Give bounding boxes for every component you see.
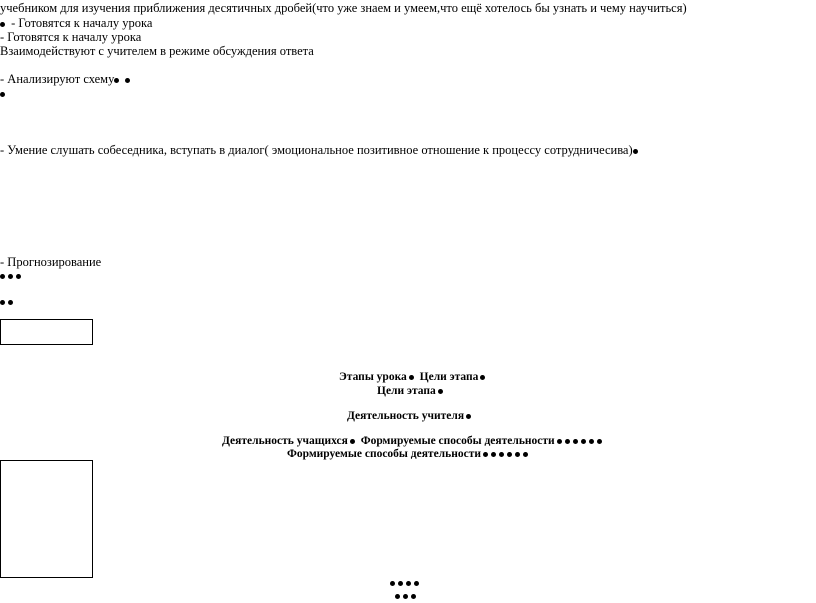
bullet-icon <box>523 452 528 457</box>
bullet-row-5 <box>395 588 419 603</box>
header-line-2 <box>377 384 446 399</box>
goal-label-2: Цели этапа <box>377 385 436 397</box>
teacher-activity-label: Деятельность учителя <box>347 410 465 422</box>
bullet-icon <box>125 78 130 83</box>
bullet-icon <box>499 452 504 457</box>
student-activity-label: Деятельность учащихся <box>222 435 348 447</box>
bullet-icon <box>633 149 638 154</box>
bullet-icon <box>483 452 488 457</box>
bullet-icon <box>515 452 520 457</box>
bullet-icon <box>409 375 414 380</box>
bullet-row-3 <box>0 294 16 309</box>
bullet-icon <box>0 92 5 97</box>
bullet-icon <box>480 375 485 380</box>
empty-box-top <box>0 319 93 345</box>
bullet-row-1 <box>0 86 8 101</box>
line-6-text: - Умение слушать собеседника, вступать в диалог( эмоциональное позитивное отношение к процессу сотрудничесива) <box>0 143 633 157</box>
bullet-icon <box>466 414 471 419</box>
header-line-1 <box>339 370 488 385</box>
bullet-icon <box>573 439 578 444</box>
header-line-5 <box>287 447 531 462</box>
stage-label: Этапы урока <box>339 371 407 383</box>
empty-box-bottom <box>0 460 93 578</box>
bullet-icon <box>16 274 21 279</box>
bullet-icon <box>390 581 395 586</box>
bullet-icon <box>395 594 400 599</box>
bullet-icon <box>589 439 594 444</box>
bullet-icon <box>0 22 5 27</box>
bullet-icon <box>114 78 119 83</box>
bullet-icon <box>350 439 355 444</box>
goal-label: Цели этапа <box>419 371 479 383</box>
line-2-text: - Готовятся к началу урока <box>8 16 153 30</box>
bullet-icon <box>403 594 408 599</box>
bullet-row-2 <box>0 268 24 283</box>
line-5-text: - Анализируют схему <box>0 72 115 86</box>
bullet-icon <box>557 439 562 444</box>
text-line-5 <box>0 72 133 87</box>
text-line-6 <box>0 143 641 158</box>
text-line-3: - Готовятся к началу урока <box>0 30 142 44</box>
bullet-icon <box>398 581 403 586</box>
text-line-4: Взаимодействуют с учителем в режиме обсуждения ответа <box>0 44 314 58</box>
methods-label: Формируемые способы деятельности <box>360 435 555 447</box>
text-line-1: учебником для изучения приближения десятичных дробей(что уже знаем и умеем,что ещё хотелось бы узнать и чему научиться) <box>0 1 687 15</box>
methods-label-2: Формируемые способы деятельности <box>287 448 481 460</box>
bullet-icon <box>0 274 5 279</box>
bullet-icon <box>581 439 586 444</box>
bullet-icon <box>411 594 416 599</box>
text-line-7: - Прогнозирование <box>0 255 102 269</box>
bullet-icon <box>414 581 419 586</box>
bullet-icon <box>565 439 570 444</box>
bullet-icon <box>438 389 443 394</box>
header-line-3 <box>347 409 474 424</box>
bullet-icon <box>491 452 496 457</box>
bullet-icon <box>0 300 5 305</box>
text-line-2 <box>0 16 152 31</box>
bullet-icon <box>8 274 13 279</box>
bullet-icon <box>8 300 13 305</box>
bullet-icon <box>597 439 602 444</box>
bullet-icon <box>406 581 411 586</box>
bullet-icon <box>507 452 512 457</box>
